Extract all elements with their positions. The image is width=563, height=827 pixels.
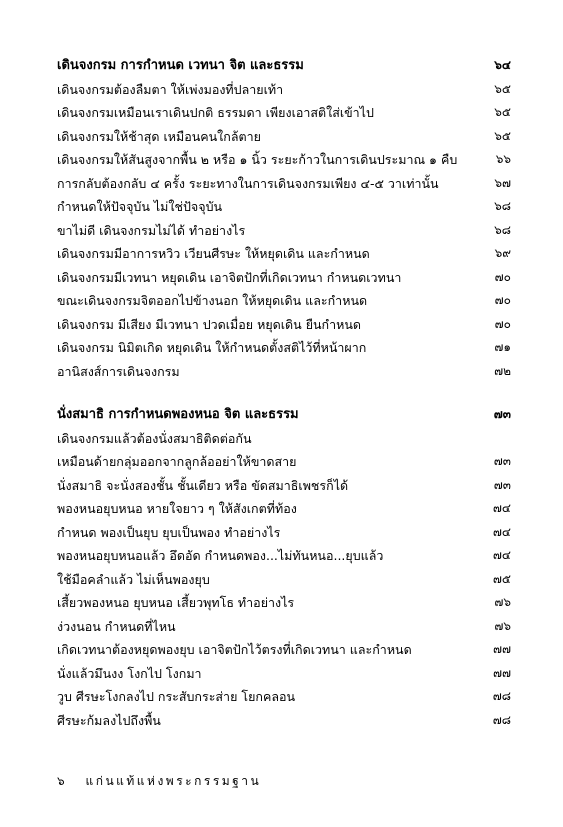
toc-entry[interactable] bbox=[57, 313, 511, 337]
toc-heading-page: ๗๓ bbox=[493, 407, 511, 421]
toc-heading-walking-meditation[interactable] bbox=[57, 54, 511, 78]
toc-entry-text: พองหนอยุบหนอ หายใจยาว ๆ ให้สังเกตที่ท้อง bbox=[57, 501, 297, 516]
toc-entry-text: พองหนอยุบหนอแล้ว อึดอัด กำหนดพอง...ไม่ทันหนอ...ยุบแล้ว bbox=[57, 548, 384, 563]
toc-entry[interactable] bbox=[57, 101, 511, 125]
toc-entry-page: ๗๘ bbox=[492, 712, 511, 727]
toc-entry-page: ๗๑ bbox=[494, 340, 511, 354]
toc-entry-page: ๗๒ bbox=[494, 363, 511, 378]
toc-entry-text: เสี้ยวพองหนอ ยุบหนอ เสี้ยวพุทโธ ทำอย่างไร bbox=[57, 595, 295, 610]
toc-entry[interactable] bbox=[57, 591, 511, 615]
toc-entry-page: ๖๗ bbox=[494, 175, 511, 190]
toc-entry[interactable] bbox=[57, 148, 511, 172]
toc-entry[interactable] bbox=[57, 568, 511, 592]
toc-entry-page: ๗๗ bbox=[492, 665, 511, 680]
toc-entry[interactable] bbox=[57, 172, 511, 196]
toc-entry-page: ๖๘ bbox=[494, 222, 511, 237]
toc-entry[interactable] bbox=[57, 427, 511, 451]
page-footer bbox=[57, 772, 261, 791]
toc-entry-text: วูบ ศีรษะโงกลงไป กระสับกระส่าย โยกคลอน bbox=[57, 689, 296, 704]
toc-entry-text: ขณะเดินจงกรมจิตออกไปข้างนอก ให้หยุดเดิน และกำหนด bbox=[57, 293, 368, 308]
footer-page-number: ๖ bbox=[57, 774, 68, 788]
toc-entry-page: ๖๕ bbox=[494, 105, 511, 119]
toc-entry[interactable] bbox=[57, 195, 511, 219]
toc-entry-page: ๖๙ bbox=[494, 246, 511, 260]
toc-entry[interactable] bbox=[57, 450, 511, 474]
toc-section-sitting-meditation bbox=[57, 403, 511, 732]
toc-entry[interactable] bbox=[57, 360, 511, 384]
toc-entry-page: ๗๓ bbox=[493, 477, 511, 492]
toc-section-walking-meditation bbox=[57, 54, 511, 383]
toc-entry[interactable] bbox=[57, 336, 511, 360]
toc-entry-text: ใช้มือคลำแล้ว ไม่เห็นพองยุบ bbox=[57, 571, 210, 587]
footer-book-title: แก่นแท้แห่งพระกรรมฐาน bbox=[85, 774, 262, 788]
toc-entry[interactable] bbox=[57, 497, 511, 521]
toc-entry-text: เดินจงกรมให้ช้าสุด เหมือนคนใกล้ตาย bbox=[57, 128, 261, 144]
toc-entry-text: เดินจงกรมให้สันสูงจากพื้น ๒ หรือ ๑ นิ้ว ระยะก้าวในการเดินประมาณ ๑ คืบ bbox=[57, 152, 457, 167]
toc-entry-page: ๗๐ bbox=[494, 293, 511, 307]
toc-entry-page: ๗๐ bbox=[494, 316, 511, 331]
toc-entry-text: ศีรษะก้มลงไปถึงพื้น bbox=[57, 712, 161, 728]
toc-entry-page: ๗๔ bbox=[492, 524, 511, 539]
toc-entry-text: ง่วงนอน กำหนดที่ไหน bbox=[57, 618, 176, 634]
toc-entry[interactable] bbox=[57, 242, 511, 266]
toc-entry[interactable] bbox=[57, 544, 511, 568]
toc-entry-page: ๗๔ bbox=[492, 501, 511, 515]
toc-entry[interactable] bbox=[57, 521, 511, 545]
toc-entry-page: ๗๖ bbox=[494, 595, 511, 609]
toc-heading-sitting-meditation[interactable] bbox=[57, 403, 511, 427]
toc-entry-text: เกิดเวทนาต้องหยุดพองยุบ เอาจิตปักไว้ตรงที่เกิดเวทนา และกำหนด bbox=[57, 642, 412, 657]
toc-entry-page: ๖๕ bbox=[494, 81, 511, 96]
toc-entry[interactable] bbox=[57, 685, 511, 709]
toc-entry[interactable] bbox=[57, 219, 511, 243]
toc-entry[interactable] bbox=[57, 662, 511, 686]
toc-entry[interactable] bbox=[57, 78, 511, 102]
toc-entry-text: เดินจงกรมมีอาการหวิว เวียนศีรษะ ให้หยุดเดิน และกำหนด bbox=[57, 246, 370, 261]
toc-entry[interactable] bbox=[57, 474, 511, 498]
toc-entry-text: เดินจงกรม นิมิตเกิด หยุดเดิน ให้กำหนดตั้งสติไว้ที่หน้าผาก bbox=[57, 340, 367, 355]
toc-entry-text: กำหนด พองเป็นยุบ ยุบเป็นพอง ทำอย่างไร bbox=[57, 524, 281, 540]
toc-entry-page: ๖๕ bbox=[494, 128, 511, 143]
toc-entry-page: ๗๓ bbox=[493, 454, 511, 468]
toc-entry[interactable] bbox=[57, 615, 511, 639]
toc-entry-text: ขาไม่ดี เดินจงกรมไม่ได้ ทำอย่างไร bbox=[57, 222, 246, 238]
toc-entry-page: ๗๖ bbox=[494, 618, 511, 633]
toc-entry[interactable] bbox=[57, 709, 511, 733]
toc-entry-text: เดินจงกรมเหมือนเราเดินปกติ ธรรมดา เพียงเอาสติใส่เข้าไป bbox=[57, 105, 374, 120]
toc-entry-text: เดินจงกรมแล้วต้องนั่งสมาธิติดต่อกัน bbox=[57, 430, 252, 446]
toc-entry-page: ๗๗ bbox=[492, 642, 511, 656]
toc-entry[interactable] bbox=[57, 638, 511, 662]
toc-entries-walking bbox=[57, 78, 511, 384]
toc-entry-text: เดินจงกรมมีเวทนา หยุดเดิน เอาจิตปักที่เกิดเวทนา กำหนดเวทนา bbox=[57, 269, 402, 285]
toc-entry-text: นั่งแล้วมึนงง โงกไป โงกมา bbox=[57, 665, 202, 681]
toc-entries-sitting bbox=[57, 427, 511, 733]
toc-entry-text: เดินจงกรมต้องลืมตา ให้เพ่งมองที่ปลายเท้า bbox=[57, 81, 284, 97]
toc-heading-page: ๖๔ bbox=[494, 58, 511, 72]
toc-entry[interactable] bbox=[57, 266, 511, 290]
toc-entry-text: กำหนดให้ปัจจุบัน ไม่ใช่ปัจจุบัน bbox=[57, 199, 223, 214]
toc-entry-page: ๖๘ bbox=[494, 199, 511, 213]
toc-heading-text: เดินจงกรม การกำหนด เวทนา จิต และธรรม bbox=[57, 58, 304, 73]
toc-entry-text: อานิสงส์การเดินจงกรม bbox=[57, 363, 180, 379]
toc-entry-text: การกลับต้องกลับ ๔ ครั้ง ระยะทางในการเดินจงกรมเพียง ๔-๕ วาเท่านั้น bbox=[57, 175, 439, 191]
toc-entry-page: ๗๔ bbox=[492, 548, 511, 562]
toc-entry-page: ๗๘ bbox=[492, 689, 511, 703]
toc-entry-text: นั่งสมาธิ จะนั่งสองชั้น ชั้นเดียว หรือ ขัดสมาธิเพชรก็ได้ bbox=[57, 477, 349, 493]
toc-entry-page: ๗๐ bbox=[494, 269, 511, 284]
toc-entry-page: ๗๕ bbox=[492, 571, 511, 586]
toc-heading-text: นั่งสมาธิ การกำหนดพองหนอ จิต และธรรม bbox=[57, 407, 299, 422]
toc-entry-page: ๖๖ bbox=[495, 152, 511, 166]
toc-entry-text: เดินจงกรม มีเสียง มีเวทนา ปวดเมื่อย หยุดเดิน ยืนกำหนด bbox=[57, 316, 362, 332]
toc-entry-text: เหมือนด้ายกลุ่มออกจากลูกล้ออย่าให้ขาดสาย bbox=[57, 454, 297, 469]
toc-entry[interactable] bbox=[57, 289, 511, 313]
toc-entry[interactable] bbox=[57, 125, 511, 149]
